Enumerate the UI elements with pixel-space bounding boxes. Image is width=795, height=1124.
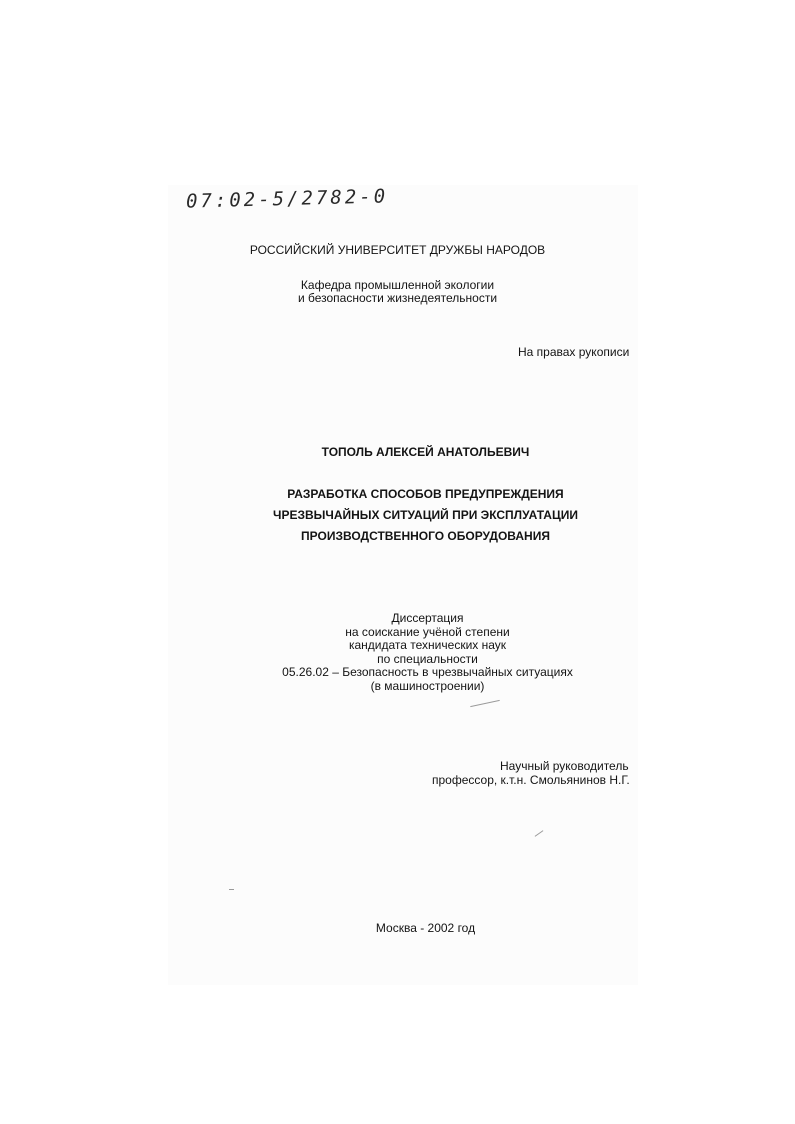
dissertation-line-2: на соискание учёной степени [345, 624, 510, 639]
dissertation-line-6: (в машиностроении) [370, 678, 485, 693]
university-name: РОССИЙСКИЙ УНИВЕРСИТЕТ ДРУЖБЫ НАРОДОВ [249, 243, 546, 257]
dissertation-line-4: по специальности [377, 651, 478, 666]
title-line-1: РАЗРАБОТКА СПОСОБОВ ПРЕДУПРЕЖДЕНИЯ [287, 487, 564, 501]
dissertation-line-3: кандидата технических наук [348, 638, 507, 652]
department-line-1: Кафедра промышленной экологии [300, 278, 495, 292]
department-line-2: и безопасности жизнедеятельности [297, 291, 498, 305]
manuscript-note: На правах рукописи [518, 345, 630, 359]
dissertation-line-1: Диссертация [391, 611, 464, 625]
dissertation-line-5: 05.26.02 – Безопасность в чрезвычайных ситуациях [282, 665, 573, 679]
scanned-sheet [168, 185, 638, 985]
supervisor-label: Научный руководитель [500, 759, 629, 773]
title-line-3: ПРОИЗВОДСТВЕННОГО ОБОРУДОВАНИЯ [301, 529, 550, 543]
supervisor-name: профессор, к.т.н. Смольянинов Н.Г. [432, 773, 630, 787]
author-name: ТОПОЛЬ АЛЕКСЕЙ АНАТОЛЬЕВИЧ [321, 445, 530, 459]
title-line-2: ЧРЕЗВЫЧАЙНЫХ СИТУАЦИЙ ПРИ ЭКСПЛУАТАЦИИ [273, 508, 578, 522]
scan-artifact [229, 889, 234, 890]
handwritten-archive-code: 07:02-5/2782-0 [185, 185, 389, 213]
place-and-year: Москва - 2002 год [375, 921, 476, 935]
